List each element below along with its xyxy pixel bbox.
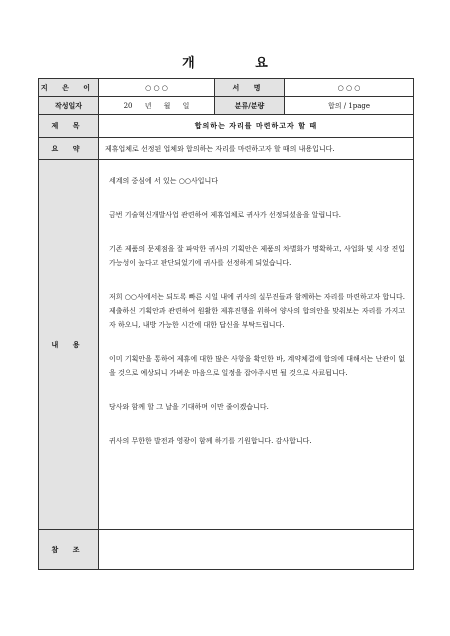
content-paragraph: 이미 기획안을 통하여 제휴에 대한 많은 사항을 확인한 바, 계약체결에 합의에 대해서는 난관이 없을 것으로 예상되니 가벼운 마음으로 일정을 잡아주시면 될 것으로 사료됩니다. (109, 355, 405, 377)
content-body (99, 160, 414, 530)
signature-value: ○ ○ ○ (285, 79, 414, 97)
author-label: 지 은 이 (39, 79, 99, 97)
date-label: 작성일자 (39, 97, 99, 115)
summary-row (39, 138, 414, 160)
summary-value: 제휴업체로 선정된 업체와 합의하는 자리를 마련하고자 할 때의 내용입니다. (99, 138, 414, 160)
reference-value (99, 530, 414, 570)
author-row (39, 79, 414, 97)
content-label: 내 용 (39, 160, 99, 530)
subject-label: 제 목 (39, 115, 99, 138)
reference-label: 참 조 (39, 530, 99, 570)
summary-label: 요 약 (39, 138, 99, 160)
category-label: 분류/분량 (215, 97, 285, 115)
content-row (39, 160, 414, 530)
date-row (39, 97, 414, 115)
signature-label: 서 명 (215, 79, 285, 97)
author-value: ○ ○ ○ (99, 79, 215, 97)
content-paragraph: 세계의 중심에 서 있는 ○○사입니다 (109, 177, 219, 185)
reference-row (39, 530, 414, 570)
category-value: 합의 / 1page (285, 97, 414, 115)
subject-row (39, 115, 414, 138)
summary-form-table (38, 78, 414, 570)
page-title: 개 요 (182, 56, 296, 71)
content-paragraph: 금번 기술혁신개발사업 관련하여 제휴업체로 귀사가 선정되셨음을 알립니다. (109, 211, 341, 219)
date-value: 20 년 월 일 (99, 97, 215, 115)
content-paragraph: 당사와 함께 할 그 날을 기대하며 이만 줄이겠습니다. (109, 403, 269, 411)
content-paragraph: 저희 ○○사에서는 되도록 빠른 시일 내에 귀사의 실무진들과 함께하는 자리를 마련하고자 합니다. 제출하신 기획안과 관련하여 원활한 제휴진행을 위하여 양사의 합의안을 맞춰보는 자리를 가지고자 하오니, 내방 가능한 시간에 대한 답신을 부탁드립니다. (109, 293, 405, 329)
content-paragraph: 귀사의 무한한 발전과 영광이 함께 하기를 기원합니다. 감사합니다. (109, 437, 312, 445)
content-paragraph: 기존 제품의 문제점을 잘 파악한 귀사의 기획안은 제품의 차별화가 명확하고, 사업화 및 시장 진입 가능성이 높다고 판단되었기에 귀사를 선정하게 되었습니다. (109, 245, 405, 267)
subject-value: 합의하는 자리를 마련하고자 할 때 (99, 115, 414, 138)
